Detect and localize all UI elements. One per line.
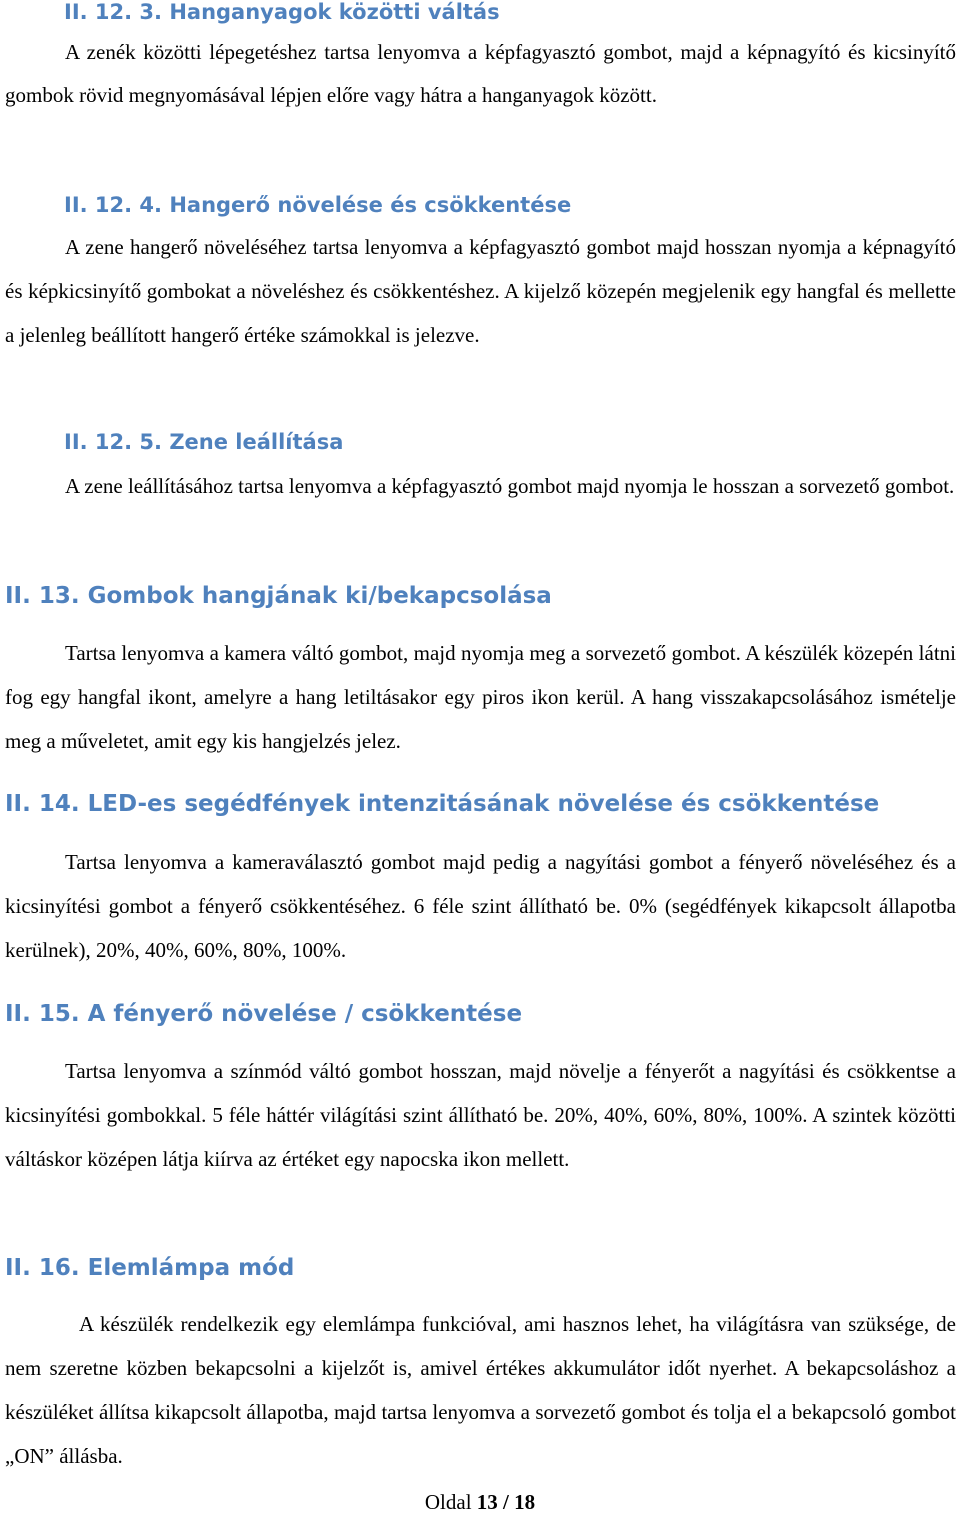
section-text-16 [5, 1302, 956, 1478]
section-heading-12-3: II. 12. 3. Hanganyagok közötti váltás [64, 0, 500, 24]
section-text-15-content: Tartsa lenyomva a színmód váltó gombot hosszan, majd növelje a fényerőt a nagyítási és csökkentse a kicsinyítési gombokkal. 5 féle háttér világítási szint állítható be. 20%, 40%, 60%, 80%, 100%. A szintek közötti váltáskor középen látja kiírva az értéket egy napocska ikon mellett. [5, 1059, 956, 1171]
page-footer [0, 1488, 960, 1516]
section-heading-13: II. 13. Gombok hangjának ki/bekapcsolása [5, 583, 552, 609]
section-text-15 [5, 1049, 956, 1181]
section-text-14-content: Tartsa lenyomva a kameraválasztó gombot majd pedig a nagyítási gombot a fényerő növeléséhez és a kicsinyítési gombot a fényerő csökkentéséhez. 6 féle szint állítható be. 0% (segédfények kikapcsolt állapotba kerülnek), 20%, 40%, 60%, 80%, 100%. [5, 850, 956, 962]
section-text-12-3 [5, 31, 956, 117]
section-heading-15: II. 15. A fényerő növelése / csökkentése [5, 1001, 523, 1027]
section-text-16-content: A készülék rendelkezik egy elemlámpa funkcióval, ami hasznos lehet, ha világításra van szüksége, de nem szeretne közben bekapcsolni a kijelzőt is, amivel értékes akkumulátor időt nyerhet. A bekapcsoláshoz a készüléket állítsa kikapcsolt állapotba, majd tartsa lenyomva a sorvezető gombot és tolja el a bekapcsoló gombot „ON” állásba. [5, 1312, 956, 1468]
page-number: 13 / 18 [476, 1490, 536, 1514]
section-text-13 [5, 631, 956, 763]
section-heading-12-4: II. 12. 4. Hangerő növelése és csökkentése [64, 193, 572, 217]
section-text-12-4 [5, 225, 956, 357]
section-text-14 [5, 840, 956, 972]
section-text-12-4-content: A zene hangerő növeléséhez tartsa lenyomva a képfagyasztó gombot majd hosszan nyomja a képnagyító és képkicsinyítő gombokat a növeléshez és csökkentéshez. A kijelző közepén megjelenik egy hangfal és mellette a jelenleg beállított hangerő értéke számokkal is jelezve. [5, 235, 956, 347]
section-heading-14: II. 14. LED-es segédfények intenzitásának növelése és csökkentése [5, 791, 880, 817]
section-text-13-content: Tartsa lenyomva a kamera váltó gombot, majd nyomja meg a sorvezető gombot. A készülék közepén látni fog egy hangfal ikont, amelyre a hang letiltásakor egy piros ikon kerül. A hang visszakapcsolásához ismételje meg a műveletet, amit egy kis hangjelzés jelez. [5, 641, 956, 753]
section-text-12-5 [5, 464, 956, 508]
section-text-12-3-content: A zenék közötti lépegetéshez tartsa lenyomva a képfagyasztó gombot, majd a képnagyító és kicsinyítő gombok rövid megnyomásával lépjen előre vagy hátra a hanganyagok között. [5, 40, 956, 107]
page-label: Oldal [424, 1490, 472, 1514]
section-heading-12-5: II. 12. 5. Zene leállítása [64, 430, 344, 454]
section-heading-16: II. 16. Elemlámpa mód [5, 1255, 295, 1281]
section-text-12-5-content: A zene leállításához tartsa lenyomva a képfagyasztó gombot majd nyomja le hosszan a sorvezető gombot. [65, 474, 955, 498]
